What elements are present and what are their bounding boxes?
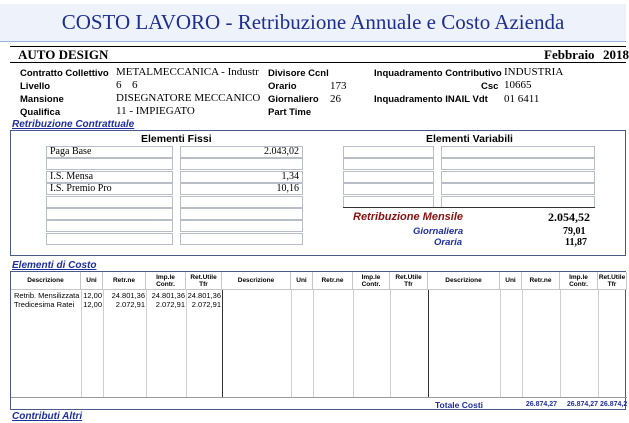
qualifica-value: 11 - IMPIEGATO xyxy=(116,105,195,117)
col-sep xyxy=(390,290,391,398)
inquadramento-value: INDUSTRIA xyxy=(504,66,564,78)
fissi-descr-cell[interactable] xyxy=(46,196,173,208)
row-imp: 24.801,36 xyxy=(151,291,185,300)
mansione-label: Mansione xyxy=(20,94,64,105)
giornaliero-value: 26 xyxy=(330,93,341,105)
header-imple-2-l2: Contr. xyxy=(361,280,381,288)
livello-value-1: 6 xyxy=(116,79,122,91)
contratto-label: Contratto Collettivo xyxy=(20,68,109,79)
col-sep xyxy=(291,290,292,398)
variabili-value-cell[interactable] xyxy=(441,183,595,195)
col-sep xyxy=(560,290,561,398)
header-uni-1: Uni xyxy=(81,272,103,290)
contributi-section-title: Contributi Altri xyxy=(12,411,83,422)
divisore-label: Divisore Ccnl xyxy=(268,68,329,79)
period-year: 2018 xyxy=(603,47,629,62)
header-retrne-3: Retr.ne xyxy=(522,272,560,290)
col-sep xyxy=(522,290,523,398)
header-descrizione-2: Descrizione xyxy=(222,272,291,290)
header-retutile-1 xyxy=(186,272,222,290)
fissi-descr-cell[interactable] xyxy=(46,220,173,232)
fissi-descr-cell[interactable]: Paga Base xyxy=(46,146,173,158)
header-imple-1-l1: Imp.le xyxy=(156,273,175,281)
header-retutile-3 xyxy=(598,272,627,290)
csc-label: Csc xyxy=(481,81,499,92)
variabili-value-cell[interactable] xyxy=(441,196,595,208)
header-imple-3-l1: Imp.le xyxy=(569,273,588,281)
variabili-value-cell[interactable] xyxy=(441,171,595,183)
totale-imp-value: 26.874,27 xyxy=(566,401,598,408)
row-descr: Tredicesima Ratei xyxy=(14,300,75,309)
header-imple-2 xyxy=(353,272,390,290)
variabili-value-cell[interactable] xyxy=(441,158,595,170)
csc-value: 10665 xyxy=(504,79,532,91)
variabili-descr-cell[interactable] xyxy=(343,158,434,170)
variabili-value-cell[interactable] xyxy=(441,146,595,158)
company-row xyxy=(10,46,629,63)
fissi-descr-cell[interactable]: I.S. Premio Pro xyxy=(46,183,173,195)
col-sep xyxy=(598,290,599,398)
header-imple-1-l2: Contr. xyxy=(156,280,175,288)
contratto-value: METALMECCANICA - Industr xyxy=(116,66,259,78)
inquadramento-label: Inquadramento Contributivo xyxy=(374,68,502,79)
orario-label: Orario xyxy=(268,81,297,92)
parttime-label: Part Time xyxy=(268,107,312,118)
inail-label: Inquadramento INAIL Vdt xyxy=(374,94,488,105)
fissi-value-cell[interactable]: 10,16 xyxy=(180,183,303,195)
row-uni: 12,00 xyxy=(83,291,102,300)
company-name: AUTO DESIGN xyxy=(18,47,109,62)
header-imple-3 xyxy=(560,272,598,290)
header-retutile-3-l2: Tfr xyxy=(607,280,617,288)
variabili-title: Elementi Variabili xyxy=(426,133,513,145)
fissi-value-cell[interactable] xyxy=(180,220,303,232)
variabili-descr-cell[interactable] xyxy=(343,196,434,208)
fissi-descr-cell[interactable] xyxy=(46,158,173,170)
fissi-value-cell[interactable] xyxy=(180,196,303,208)
giornaliera-value: 79,01 xyxy=(563,226,586,237)
header-retutile-1-l2: Tfr xyxy=(199,280,208,288)
row-imp: 2.072,91 xyxy=(155,300,185,309)
header-uni-2: Uni xyxy=(291,272,313,290)
fissi-descr-cell[interactable]: I.S. Mensa xyxy=(46,171,173,183)
header-descrizione-3: Descrizione xyxy=(428,272,500,290)
cost-table xyxy=(10,271,626,410)
header-descrizione-1: Descrizione xyxy=(11,272,81,290)
group-sep xyxy=(222,290,223,398)
col-sep xyxy=(313,290,314,398)
row-tfr: 2.072,91 xyxy=(191,300,221,309)
inail-value: 01 6411 xyxy=(504,93,540,105)
fissi-value-cell[interactable]: 1,34 xyxy=(180,171,303,183)
group-sep xyxy=(428,290,429,398)
header-retutile-2-l1: Ret.Utile xyxy=(395,273,422,281)
col-sep xyxy=(353,290,354,398)
fissi-value-cell[interactable] xyxy=(180,158,303,170)
header-retutile-3-l1: Ret.Utile xyxy=(598,273,626,281)
fissi-descr-cell[interactable] xyxy=(46,208,173,220)
header-retutile-2 xyxy=(390,272,428,290)
giornaliero-label: Giornaliero xyxy=(268,94,319,105)
fissi-value-cell[interactable]: 2.043,02 xyxy=(180,146,303,158)
livello-label: Livello xyxy=(20,81,51,92)
header-imple-3-l2: Contr. xyxy=(569,280,588,288)
row-retr: 2.072,91 xyxy=(115,300,145,309)
fissi-descr-cell[interactable] xyxy=(46,233,173,245)
mensile-divider xyxy=(343,207,595,208)
row-tfr: 24.801,36 xyxy=(187,291,221,300)
row-uni: 12,00 xyxy=(83,300,102,309)
header-imple-1 xyxy=(146,272,186,290)
variabili-descr-cell[interactable] xyxy=(343,171,434,183)
header-retrne-2: Retr.ne xyxy=(313,272,353,290)
header-imple-2-l1: Imp.le xyxy=(361,273,381,281)
page-title: COSTO LAVORO - Retribuzione Annuale e Costo Azienda xyxy=(61,10,565,34)
mansione-value: DISEGNATORE MECCANICO xyxy=(116,92,261,104)
oraria-value: 11,87 xyxy=(565,237,587,248)
totale-tfr-value: 26.874,2 xyxy=(600,401,628,408)
header-retrne-1: Retr.ne xyxy=(103,272,146,290)
livello-value-2: 6 xyxy=(132,79,138,91)
fissi-value-cell[interactable] xyxy=(180,208,303,220)
oraria-label: Oraria xyxy=(434,237,462,248)
totale-retr-value: 26.874,27 xyxy=(525,401,557,408)
giornaliera-label: Giornaliera xyxy=(413,226,464,237)
col-sep xyxy=(500,290,501,398)
costo-section-title: Elementi di Costo xyxy=(12,260,97,271)
retribuzione-mensile-label: Retribuzione Mensile xyxy=(353,211,464,223)
header-retutile-1-l1: Ret.Utile xyxy=(190,273,217,281)
header-retutile-2-l2: Tfr xyxy=(404,280,413,288)
row-retr: 24.801,36 xyxy=(111,291,145,300)
fissi-value-cell[interactable] xyxy=(180,233,303,245)
retribuzione-mensile-value: 2.054,52 xyxy=(548,210,590,224)
qualifica-label: Qualifica xyxy=(20,107,61,118)
totals-divider xyxy=(11,397,627,398)
variabili-descr-cell[interactable] xyxy=(343,183,434,195)
orario-value: 173 xyxy=(330,80,347,92)
header-uni-3: Uni xyxy=(500,272,522,290)
totale-costi-label: Totale Costi xyxy=(435,400,484,410)
fissi-title: Elementi Fissi xyxy=(141,133,212,145)
variabili-descr-cell[interactable] xyxy=(343,146,434,158)
retribuzione-section-title: Retribuzione Contrattuale xyxy=(12,119,135,130)
period-month: Febbraio xyxy=(544,47,595,62)
row-descr: Retrib. Mensilizzata xyxy=(14,291,80,300)
